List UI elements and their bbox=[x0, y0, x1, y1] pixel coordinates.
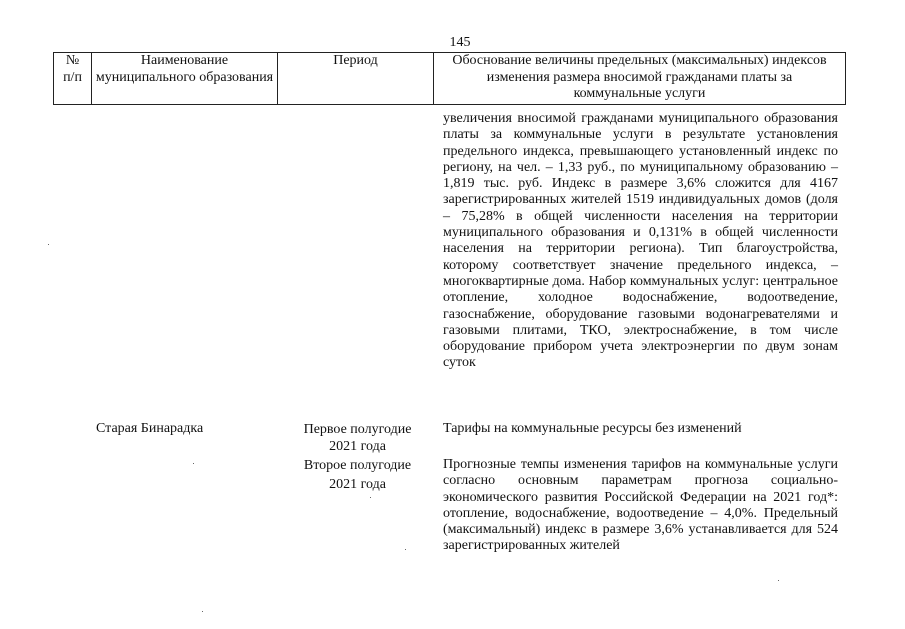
period-second-half: Второе полугодие 2021 года bbox=[303, 458, 412, 492]
scan-speck bbox=[48, 244, 49, 245]
column-header-justification bbox=[434, 53, 846, 105]
justification-continuation-text: увеличения вносимой гражданами муниципального образования платы за коммунальные услуги в результате установления предельного индекса, превышающего установленный индекс по региону, на чел. – 1,33 руб., по муниципальному образованию – 1,819 тыс. руб. Индекс в размере 3,6% сложится для 4167 зарегистрированных жителей 1519 индивидуальных домов (доля – 75,28% в общей численности населения на территории муниципального образования и 0,131% в общей численности населения на территории региона). Тип благоустройства, которому соответствует значение предельного индекса, – многоквартирные дома. Набор коммунальных услуг: центральное отопление, холодное водоснабжение, водоотведение, газоснабжение, оборудование газовыми водонагревателями и газовыми плитами, ТКО, электроснабжение, в том числе оборудование прибором учета электроэнергии по двум зонам суток bbox=[443, 111, 838, 371]
scan-speck bbox=[202, 611, 203, 612]
justification-second-half: Прогнозные темпы изменения тарифов на коммунальные услуги согласно основным параметрам прогноза социально-экономического развития Российской Федерации на 2021 год*: отопление, водоснабжение, водоотведение – 4,0%. Предельный (максимальный) индекс в размере 3,6% устанавливается для 524 зарегистрированных жителей bbox=[443, 457, 838, 554]
scan-speck bbox=[193, 463, 194, 464]
column-header-number-label: № п/п bbox=[63, 53, 82, 85]
scan-speck bbox=[370, 497, 371, 498]
column-header-period bbox=[278, 53, 434, 105]
column-header-municipality-label: Наименование муниципального образования bbox=[95, 53, 274, 85]
column-header-number bbox=[54, 53, 92, 105]
scan-speck bbox=[778, 580, 779, 581]
column-header-period-label: Период bbox=[333, 53, 378, 68]
justification-first-half: Тарифы на коммунальные ресурсы без изменений bbox=[443, 421, 742, 436]
period-first-half: Первое полугодие 2021 года bbox=[303, 422, 412, 454]
column-header-municipality bbox=[92, 53, 278, 105]
header-row bbox=[54, 53, 846, 105]
table-header bbox=[53, 52, 846, 105]
municipality-name: Старая Бинарадка bbox=[96, 421, 204, 436]
page-number: 145 bbox=[449, 35, 471, 50]
scan-speck bbox=[405, 549, 406, 550]
column-header-justification-label: Обоснование величины предельных (максимальных) индексов изменения размера вносимой гражданами платы за коммунальные услуги bbox=[452, 53, 827, 101]
